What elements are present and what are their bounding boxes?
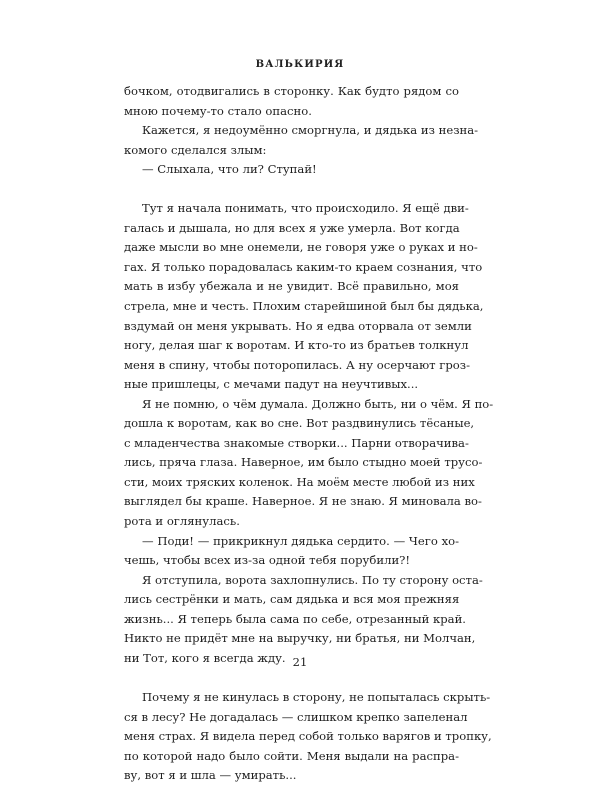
text-line: вздумай он меня укрывать. Но я едва оторвала от земли bbox=[124, 318, 472, 333]
text-line: ву, вот я и шла — умирать... bbox=[124, 768, 297, 783]
text-line: мать в избу убежала и не увидит. Всё правильно, моя bbox=[124, 279, 459, 294]
text-line: — Поди! — прикрикнул дядька сердито. — Чего хо- bbox=[142, 533, 459, 548]
text-line: стрела, мне и честь. Плохим старейшиной был бы дядька, bbox=[124, 299, 484, 314]
text-line: даже мысли во мне онемели, не говоря уже о руках и но- bbox=[124, 240, 478, 255]
body-text bbox=[124, 82, 494, 786]
text-line: дошла к воротам, как во сне. Вот раздвинулись тёсаные, bbox=[124, 416, 475, 431]
text-line: Кажется, я недоумённо сморгнула, и дядька из незна- bbox=[142, 123, 479, 138]
page-number: 21 bbox=[292, 655, 308, 669]
text-line: меня в спину, чтобы поторопилась. А ну осерчают гроз- bbox=[124, 357, 470, 372]
text-line: Почему я не кинулась в сторону, не попыталась скрыть- bbox=[142, 689, 491, 704]
text-line: меня страх. Я видела перед собой только варягов и тропку, bbox=[124, 729, 492, 744]
text-line: лись, пряча глаза. Наверное, им было стыдно моей трусо- bbox=[124, 455, 483, 470]
text-line: Я отступила, ворота захлопнулись. По ту сторону оста- bbox=[142, 572, 483, 587]
text-line: ногу, делая шаг к воротам. И кто-то из братьев толкнул bbox=[124, 338, 469, 353]
paragraph-gap bbox=[124, 668, 459, 688]
text-line: по которой надо было сойти. Меня выдали на распра- bbox=[124, 748, 459, 763]
text-line: бочком, отодвигались в сторонку. Как будто рядом со bbox=[124, 84, 459, 98]
text-line: чешь, чтобы всех из-за одной тебя порубили?! bbox=[124, 553, 411, 568]
text-line: ные пришлецы, с мечами падут на неучтивых... bbox=[124, 377, 419, 392]
text-line: жизнь... Я теперь была сама по себе, отрезанный край. bbox=[124, 611, 466, 626]
text-line: сти, моих тряских коленок. На моём месте любой из них bbox=[124, 474, 475, 489]
text-line: гах. Я только порадовалась каким-то краем сознания, что bbox=[124, 259, 483, 274]
running-head: ВАЛЬКИРИЯ bbox=[255, 59, 345, 70]
text-line: лись сестрёнки и мать, сам дядька и вся моя прежняя bbox=[124, 592, 460, 607]
text-line: Я не помню, о чём думала. Должно быть, ни о чём. Я по- bbox=[142, 396, 494, 411]
text-line: с младенчества знакомые створки... Парни отворачива- bbox=[124, 435, 469, 450]
paragraph-gap bbox=[124, 180, 459, 200]
text-line: Никто не придёт мне на выручку, ни братья, ни Молчан, bbox=[124, 631, 476, 646]
text-line: мною почему-то стало опасно. bbox=[124, 103, 312, 118]
text-line: Тут я начала понимать, что происходило. Я ещё дви- bbox=[142, 201, 469, 216]
text-line: галась и дышала, но для всех я уже умерла. Вот когда bbox=[124, 220, 460, 235]
text-line: комого сделался злым: bbox=[124, 142, 267, 157]
text-line: ся в лесу? Не догадалась — слишком крепко запеленал bbox=[124, 709, 468, 724]
text-line: — Слыхала, что ли? Ступай! bbox=[142, 162, 317, 177]
text-line: ни Тот, кого я всегда жду. bbox=[124, 650, 286, 665]
text-line: выглядел бы краше. Наверное. Я не знаю. Я миновала во- bbox=[124, 494, 482, 509]
text-line: рота и оглянулась. bbox=[124, 514, 240, 529]
